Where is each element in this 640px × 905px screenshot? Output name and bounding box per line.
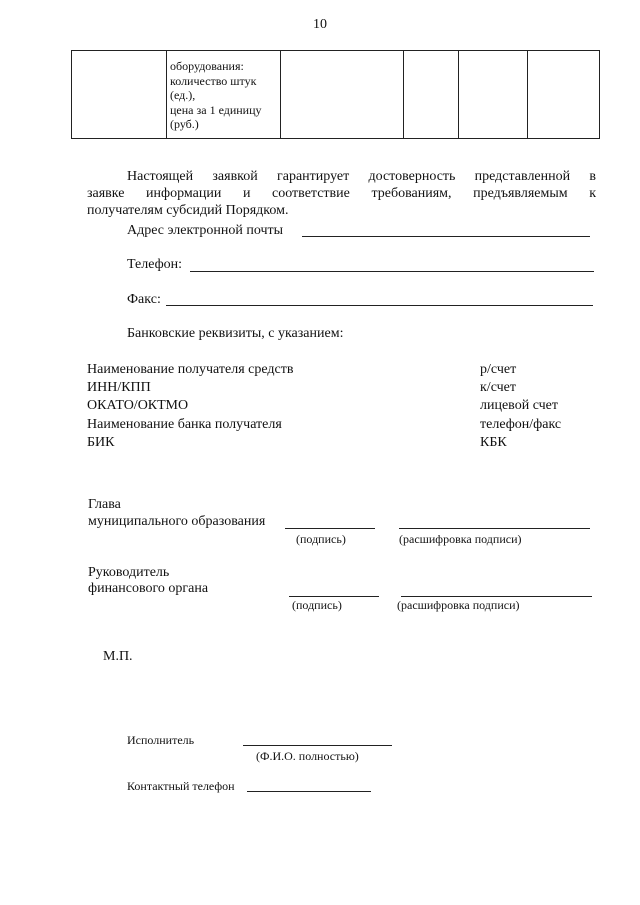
table-cell [404,51,459,139]
equipment-cell-text: оборудования: количество штук (ед.), цена за 1 единицу (руб.) [170,59,262,131]
head-signature-line[interactable] [285,528,375,529]
table-row [72,51,600,139]
head-decoding-caption: (расшифровка подписи) [399,532,522,546]
email-label: Адрес электронной почты [127,223,284,238]
bank-left-item: БИК [87,434,115,450]
guarantee-line-3: получателям субсидий Порядком. [87,203,289,218]
finance-title: Руководитель [88,565,170,580]
bank-left-item: Наименование банка получателя [87,416,282,432]
bank-details-label: Банковские реквизиты, с указанием: [127,326,344,341]
table-cell [528,51,600,139]
email-field[interactable] [302,236,590,237]
bank-left-item: Наименование получателя средств [87,362,294,377]
contact-phone-line[interactable] [247,791,371,792]
head-decoding-line[interactable] [399,528,590,529]
table-cell [281,51,404,139]
bank-left-item: ИНН/КПП [87,380,151,396]
finance-decoding-line[interactable] [401,596,592,597]
bank-right-item: лицевой счет [480,398,558,414]
stamp-place: М.П. [103,649,133,664]
table-cell [72,51,167,139]
fax-label: Факс: [127,292,161,307]
finance-org: финансового органа [88,581,209,596]
executor-label: Исполнитель [127,733,195,747]
guarantee-paragraph [87,168,596,219]
phone-label: Телефон: [127,257,183,272]
finance-signature-caption: (подпись) [292,598,342,612]
equipment-table [71,50,600,139]
head-org: муниципального образования [88,514,266,529]
executor-fio-caption: (Ф.И.О. полностью) [256,749,359,763]
finance-signature-line[interactable] [289,596,379,597]
guarantee-line-1: Настоящей заявкой гарантирует достоверность представленной в [127,169,596,184]
bank-right-item: р/счет [480,362,517,377]
table-cell [167,51,281,139]
phone-field[interactable] [190,271,594,272]
page-number: 10 [313,17,327,32]
finance-decoding-caption: (расшифровка подписи) [397,598,520,612]
bank-left-item: ОКАТО/ОКТМО [87,398,189,414]
bank-left-column [87,361,293,452]
guarantee-line-2: заявке информации и соответствие требованиям, предъявляемым к [87,186,596,201]
head-signature-caption: (подпись) [296,532,346,546]
fax-field[interactable] [166,305,593,306]
bank-right-item: телефон/факс [480,416,562,432]
executor-name-line[interactable] [243,745,392,746]
bank-right-item: КБК [480,434,507,450]
contact-phone-label: Контактный телефон [127,779,235,793]
bank-right-column [480,361,561,452]
head-title: Глава [88,497,121,512]
table-cell [459,51,528,139]
bank-right-item: к/счет [480,380,516,396]
